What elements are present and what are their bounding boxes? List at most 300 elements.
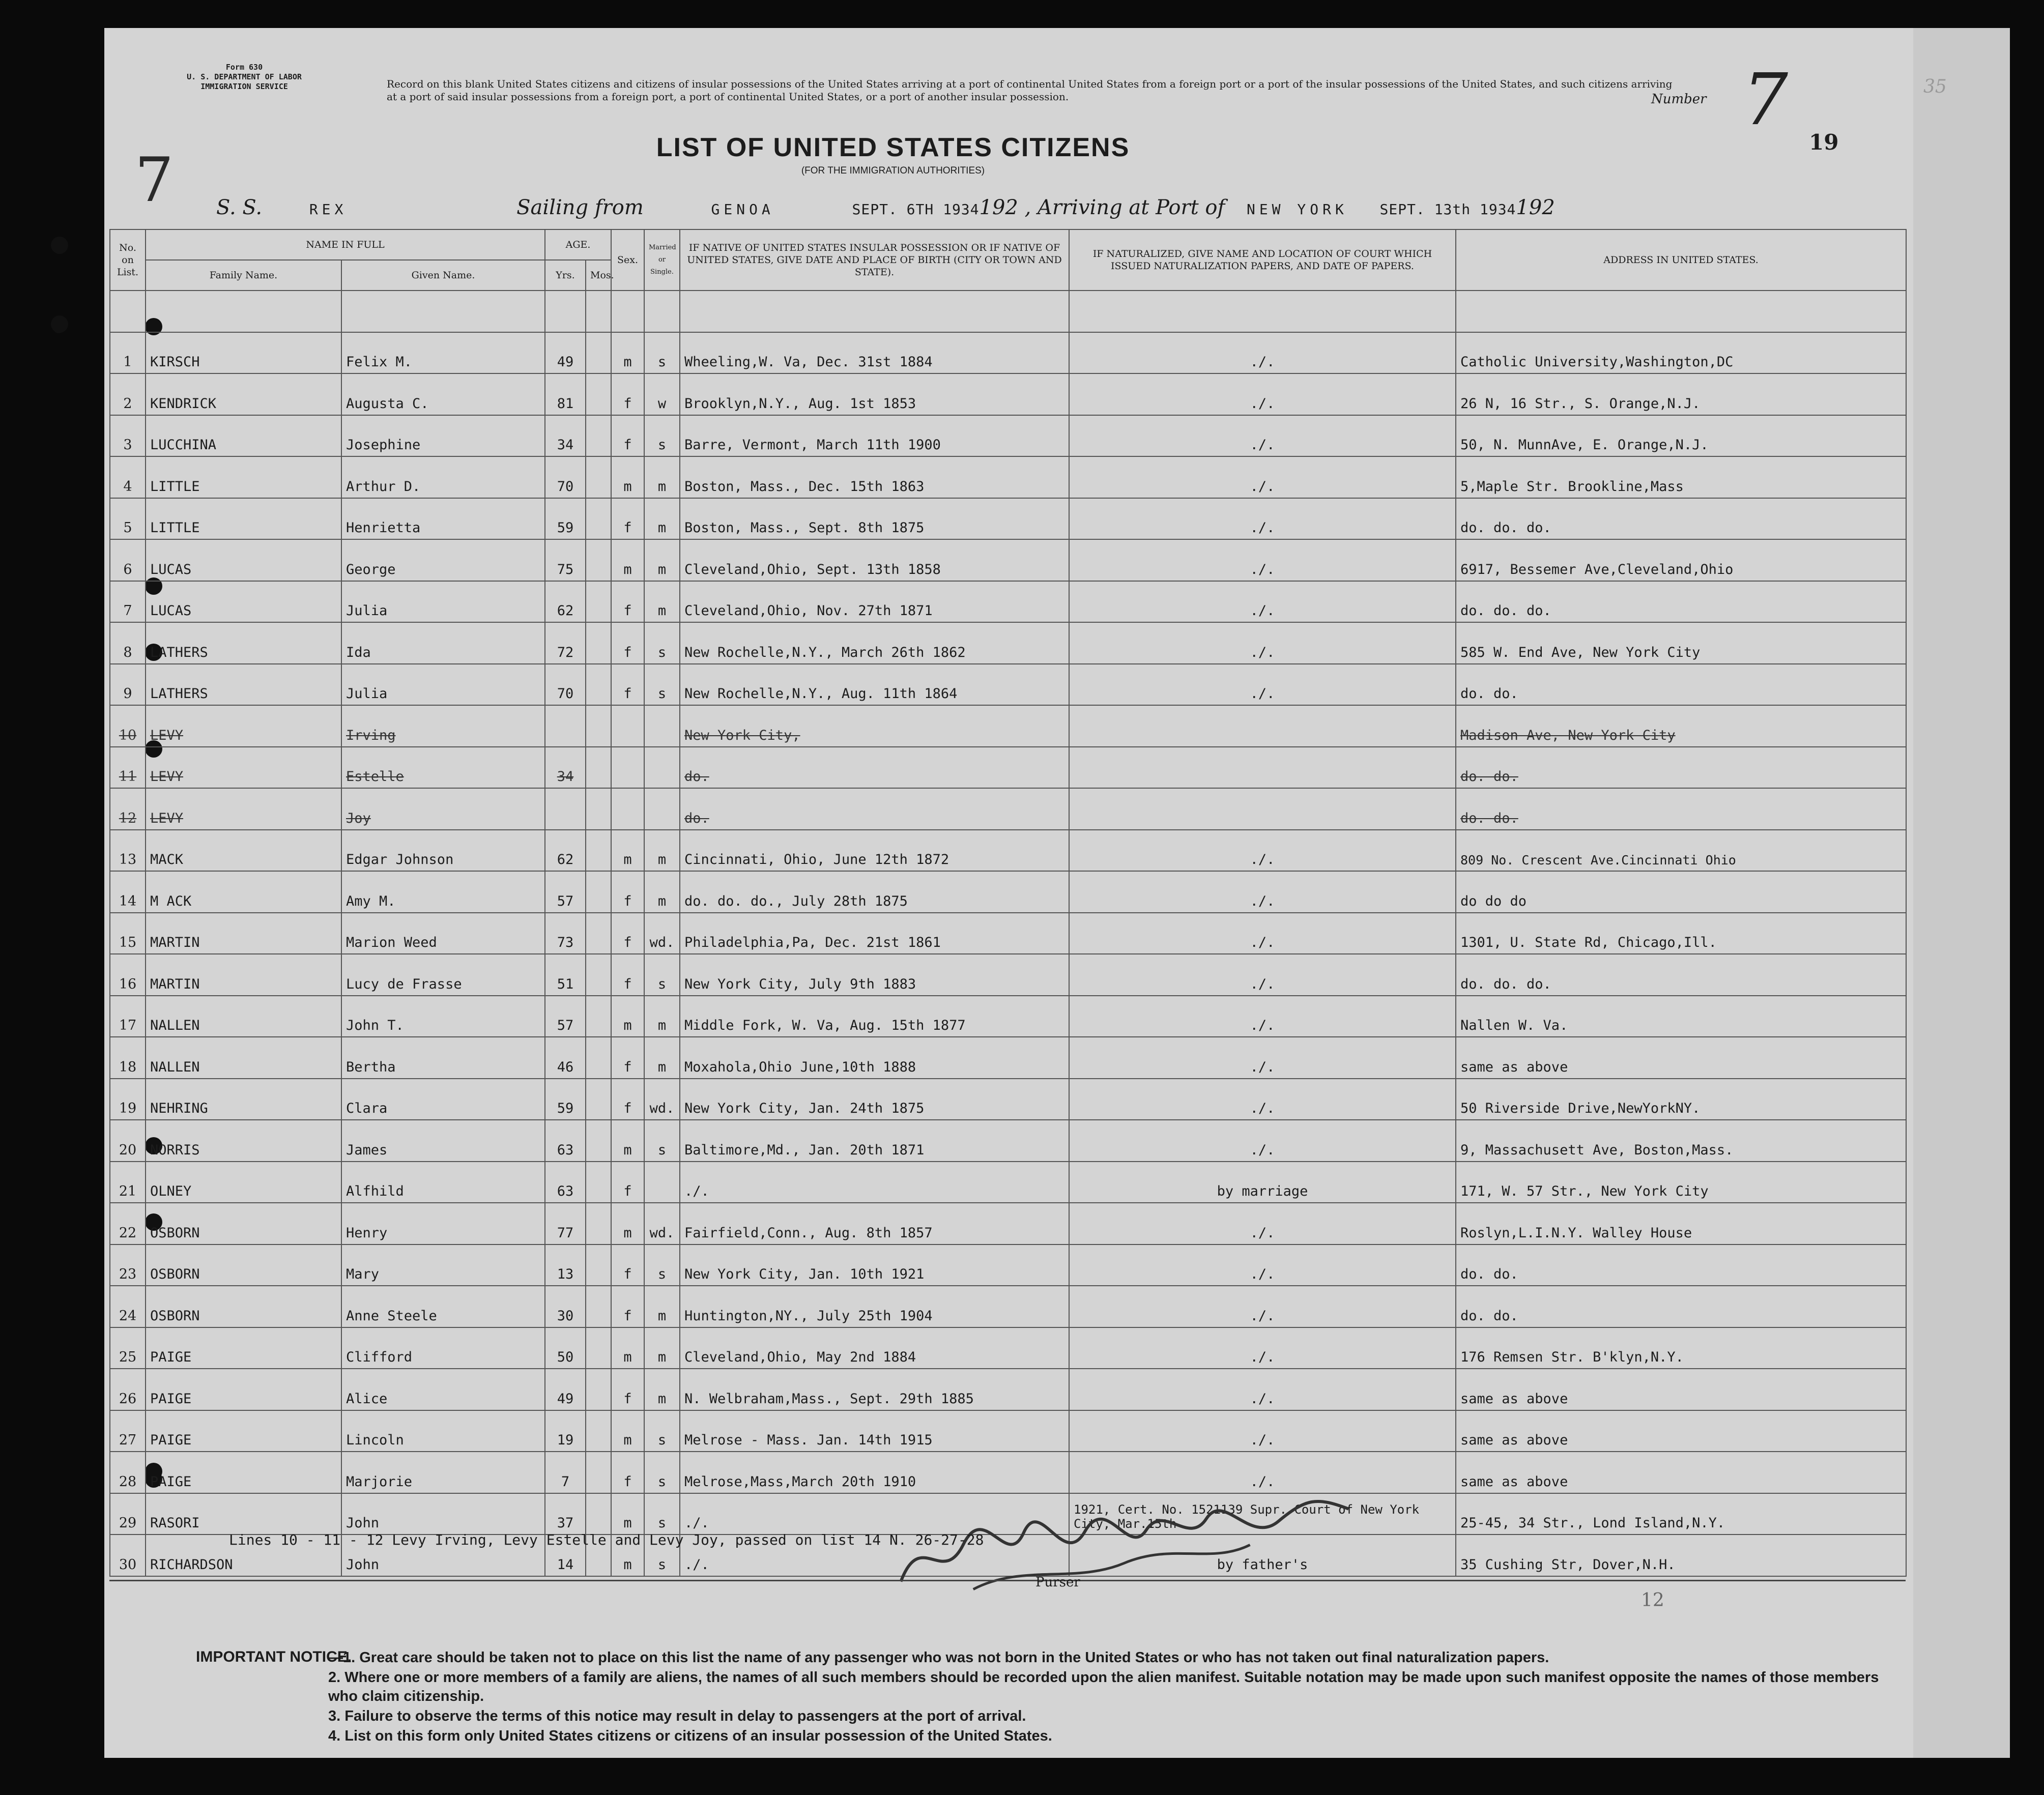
naturalization: ./. xyxy=(1069,954,1456,996)
marital-status xyxy=(644,705,680,747)
number-label: Number xyxy=(1651,92,1707,107)
stamp-number: 12 xyxy=(1641,1590,1664,1611)
birth-place-date: Baltimore,Md., Jan. 20th 1871 xyxy=(680,1120,1069,1162)
age-months xyxy=(586,1452,611,1493)
sex: m xyxy=(611,1203,644,1244)
us-address: do. do. do. xyxy=(1456,954,1906,996)
birth-place-date: ./. xyxy=(680,1493,1069,1535)
age-years: 77 xyxy=(545,1203,586,1244)
age-years: 14 xyxy=(545,1535,586,1576)
table-row xyxy=(110,705,1906,747)
marital-status: s xyxy=(644,1535,680,1576)
birth-place-date: Cleveland,Ohio, May 2nd 1884 xyxy=(680,1327,1069,1369)
naturalization: ./. xyxy=(1069,332,1456,374)
family-name: KIRSCH xyxy=(146,332,341,374)
age-years: 51 xyxy=(545,954,586,996)
given-name: James xyxy=(341,1120,545,1162)
given-name: John xyxy=(341,1535,545,1576)
arrival-port: NEW YORK xyxy=(1246,201,1348,218)
row-number: 26 xyxy=(110,1369,146,1410)
us-address: 5,Maple Str. Brookline,Mass xyxy=(1456,456,1906,498)
header-yrs: Yrs. xyxy=(545,260,586,291)
ss-label: S. S. xyxy=(216,196,263,219)
given-name: George xyxy=(341,539,545,581)
age-years: 49 xyxy=(545,332,586,374)
age-months xyxy=(586,1286,611,1327)
table-row xyxy=(110,954,1906,996)
birth-place-date: New York City, xyxy=(680,705,1069,747)
table-row xyxy=(110,747,1906,789)
birth-place-date: New Rochelle,N.Y., March 26th 1862 xyxy=(680,622,1069,664)
birth-place-date: do. xyxy=(680,788,1069,830)
binder-hole xyxy=(53,323,64,333)
family-name: LEVY xyxy=(146,705,341,747)
marital-status: m xyxy=(644,871,680,913)
binder-hole xyxy=(51,237,68,254)
header-given-name: Given Name. xyxy=(341,260,545,291)
family-name: NALLEN xyxy=(146,996,341,1037)
sex: f xyxy=(611,622,644,664)
table-row xyxy=(110,332,1906,374)
sex: f xyxy=(611,1244,644,1286)
sex: f xyxy=(611,871,644,913)
marital-status: m xyxy=(644,1369,680,1410)
marital-status: wd. xyxy=(644,1079,680,1120)
naturalization: ./. xyxy=(1069,622,1456,664)
sex: m xyxy=(611,1120,644,1162)
naturalization: by marriage xyxy=(1069,1162,1456,1203)
given-name: Marjorie xyxy=(341,1452,545,1493)
header-naturalized: IF NATURALIZED, GIVE NAME AND LOCATION OF COURT WHICH ISSUED NATURALIZATION PAPERS, AND DATE OF PAPERS. xyxy=(1069,229,1456,291)
given-name: John T. xyxy=(341,996,545,1037)
header-birth: IF NATIVE OF UNITED STATES INSULAR POSSESSION OR IF NATIVE OF UNITED STATES, GIVE DATE AND PLACE OF BIRTH (CITY OR TOWN AND STATE). xyxy=(680,229,1069,291)
family-name: NALLEN xyxy=(146,1037,341,1079)
purser-label: Purser xyxy=(1035,1575,1080,1590)
given-name: Amy M. xyxy=(341,871,545,913)
age-years: 73 xyxy=(545,913,586,954)
us-address: do. do. do. xyxy=(1456,498,1906,540)
table-row xyxy=(110,1286,1906,1327)
row-number: 24 xyxy=(110,1286,146,1327)
row-number: 19 xyxy=(110,1079,146,1120)
marital-status: s xyxy=(644,1410,680,1452)
sex: m xyxy=(611,456,644,498)
us-address: do. do. xyxy=(1456,788,1906,830)
marital-status: m xyxy=(644,498,680,540)
birth-place-date: Cleveland,Ohio, Nov. 27th 1871 xyxy=(680,581,1069,623)
row-number: 1 xyxy=(110,332,146,374)
row-number: 2 xyxy=(110,373,146,415)
notice-item: 2. Where one or more members of a family are aliens, the names of all such members should be recorded upon the alien manifest. Suitable notation may be made upon such manifest opposite the names of those members who claim citizenship. xyxy=(328,1669,1879,1704)
row-number: 27 xyxy=(110,1410,146,1452)
age-months xyxy=(586,1203,611,1244)
table-row xyxy=(110,830,1906,872)
marital-status: m xyxy=(644,539,680,581)
row-number: 9 xyxy=(110,664,146,706)
birth-place-date: Melrose - Mass. Jan. 14th 1915 xyxy=(680,1410,1069,1452)
sex: m xyxy=(611,996,644,1037)
age-years: 7 xyxy=(545,1452,586,1493)
age-months xyxy=(586,622,611,664)
age-months xyxy=(586,954,611,996)
given-name: Julia xyxy=(341,664,545,706)
birth-place-date: Wheeling,W. Va, Dec. 31st 1884 xyxy=(680,332,1069,374)
departure-port: GENOA xyxy=(711,201,774,218)
naturalization: ./. xyxy=(1069,1037,1456,1079)
birth-place-date: New Rochelle,N.Y., Aug. 11th 1864 xyxy=(680,664,1069,706)
page-edge xyxy=(1913,28,2010,1758)
age-years: 46 xyxy=(545,1037,586,1079)
age-years: 62 xyxy=(545,830,586,872)
given-name: Anne Steele xyxy=(341,1286,545,1327)
table-row xyxy=(110,1120,1906,1162)
header-family-name: Family Name. xyxy=(146,260,341,291)
page-number: 19 xyxy=(1809,130,1839,155)
sex: f xyxy=(611,1162,644,1203)
given-name: Clara xyxy=(341,1079,545,1120)
age-years: 57 xyxy=(545,996,586,1037)
given-name: Mary xyxy=(341,1244,545,1286)
sex: m xyxy=(611,1535,644,1576)
given-name: Lincoln xyxy=(341,1410,545,1452)
family-name: RICHARDSON xyxy=(146,1535,341,1576)
row-number: 21 xyxy=(110,1162,146,1203)
marital-status xyxy=(644,1162,680,1203)
us-address: do. do. xyxy=(1456,664,1906,706)
notice-item: 4. List on this form only United States citizens or citizens of an insular possession of the United States. xyxy=(328,1728,1052,1744)
us-address: Nallen W. Va. xyxy=(1456,996,1906,1037)
family-name: LITTLE xyxy=(146,498,341,540)
age-months xyxy=(586,1244,611,1286)
given-name: Estelle xyxy=(341,747,545,789)
given-name: Bertha xyxy=(341,1037,545,1079)
age-years: 57 xyxy=(545,871,586,913)
given-name: Henry xyxy=(341,1203,545,1244)
us-address: do. do. xyxy=(1456,747,1906,789)
table-row xyxy=(110,1452,1906,1493)
age-months xyxy=(586,871,611,913)
table-row xyxy=(110,373,1906,415)
arrival-date: SEPT. 13th 1934 xyxy=(1379,201,1516,218)
arriving-label: , Arriving at Port of xyxy=(1024,196,1225,219)
marital-status: m xyxy=(644,996,680,1037)
birth-place-date: Middle Fork, W. Va, Aug. 15th 1877 xyxy=(680,996,1069,1037)
table-row xyxy=(110,788,1906,830)
birth-place-date: Brooklyn,N.Y., Aug. 1st 1853 xyxy=(680,373,1069,415)
row-number: 8 xyxy=(110,622,146,664)
row-number: 17 xyxy=(110,996,146,1037)
us-address: same as above xyxy=(1456,1410,1906,1452)
age-months xyxy=(586,705,611,747)
us-address: same as above xyxy=(1456,1037,1906,1079)
age-months xyxy=(586,1410,611,1452)
age-years: 34 xyxy=(545,747,586,789)
divider xyxy=(109,1580,1906,1581)
given-name: Henrietta xyxy=(341,498,545,540)
table-row xyxy=(110,1162,1906,1203)
given-name: Marion Weed xyxy=(341,913,545,954)
marital-status: s xyxy=(644,332,680,374)
birth-place-date: do. do. do., July 28th 1875 xyxy=(680,871,1069,913)
sex: m xyxy=(611,539,644,581)
us-address: 50 Riverside Drive,NewYorkNY. xyxy=(1456,1079,1906,1120)
age-months xyxy=(586,1493,611,1535)
form-number: Form 630 xyxy=(225,63,263,72)
sex: f xyxy=(611,1037,644,1079)
age-years: 72 xyxy=(545,622,586,664)
header-address: ADDRESS IN UNITED STATES. xyxy=(1456,229,1906,291)
row-number: 11 xyxy=(110,747,146,789)
age-years: 37 xyxy=(545,1493,586,1535)
family-name: OLNEY xyxy=(146,1162,341,1203)
row-number: 23 xyxy=(110,1244,146,1286)
us-address: Roslyn,L.I.N.Y. Walley House xyxy=(1456,1203,1906,1244)
us-address: 171, W. 57 Str., New York City xyxy=(1456,1162,1906,1203)
birth-place-date: ./. xyxy=(680,1535,1069,1576)
age-months xyxy=(586,373,611,415)
us-address: 809 No. Crescent Ave.Cincinnati Ohio xyxy=(1456,830,1906,872)
header-no-on-list: No. on List. xyxy=(110,229,146,291)
family-name: PAIGE xyxy=(146,1327,341,1369)
row-number: 28 xyxy=(110,1452,146,1493)
birth-place-date: Cincinnati, Ohio, June 12th 1872 xyxy=(680,830,1069,872)
form-header xyxy=(153,63,336,92)
row-number: 3 xyxy=(110,415,146,457)
age-months xyxy=(586,664,611,706)
naturalization xyxy=(1069,705,1456,747)
given-name: Arthur D. xyxy=(341,456,545,498)
birth-place-date: Barre, Vermont, March 11th 1900 xyxy=(680,415,1069,457)
header-mos: Mos. xyxy=(586,260,611,291)
family-name: LUCAS xyxy=(146,581,341,623)
naturalization: ./. xyxy=(1069,1369,1456,1410)
birth-place-date: do. xyxy=(680,747,1069,789)
age-months xyxy=(586,1120,611,1162)
birth-place-date: Boston, Mass., Dec. 15th 1863 xyxy=(680,456,1069,498)
birth-place-date: N. Welbraham,Mass., Sept. 29th 1885 xyxy=(680,1369,1069,1410)
important-notices xyxy=(328,1648,1890,1747)
birth-place-date: Fairfield,Conn., Aug. 8th 1857 xyxy=(680,1203,1069,1244)
age-years: 63 xyxy=(545,1120,586,1162)
naturalization: by father's xyxy=(1069,1535,1456,1576)
manifest-page xyxy=(104,28,1913,1758)
given-name: Alice xyxy=(341,1369,545,1410)
age-years: 75 xyxy=(545,539,586,581)
marital-status: s xyxy=(644,415,680,457)
form-service: IMMIGRATION SERVICE xyxy=(200,82,288,91)
us-address: 26 N, 16 Str., S. Orange,N.J. xyxy=(1456,373,1906,415)
voyage-line xyxy=(216,196,1555,219)
birth-place-date: New York City, Jan. 24th 1875 xyxy=(680,1079,1069,1120)
naturalization: ./. xyxy=(1069,1120,1456,1162)
row-number: 5 xyxy=(110,498,146,540)
table-row xyxy=(110,1203,1906,1244)
notice-item: —1. Great care should be taken not to place on this list the name of any passenger who was not born in the United States or who has not taken out final naturalization papers. xyxy=(328,1649,1549,1666)
given-name: Alfhild xyxy=(341,1162,545,1203)
naturalization: ./. xyxy=(1069,1327,1456,1369)
marital-status: m xyxy=(644,456,680,498)
list-number-handwritten: 7 xyxy=(135,145,174,216)
row-number: 30 xyxy=(110,1535,146,1576)
row-number: 10 xyxy=(110,705,146,747)
family-name: PAIGE xyxy=(146,1369,341,1410)
family-name: OSBORN xyxy=(146,1203,341,1244)
age-months xyxy=(586,415,611,457)
header-sex: Sex. xyxy=(611,229,644,291)
year-suffix: 192 xyxy=(979,196,1018,219)
birth-place-date: Melrose,Mass,March 20th 1910 xyxy=(680,1452,1069,1493)
table-row xyxy=(110,498,1906,540)
passenger-table xyxy=(109,229,1907,1577)
family-name: MARTIN xyxy=(146,954,341,996)
age-years: 34 xyxy=(545,415,586,457)
lines-note: Lines 10 - 11 - 12 Levy Irving, Levy Estelle and Levy Joy, passed on list 14 N. 26-27-28 xyxy=(229,1531,984,1548)
sex: m xyxy=(611,830,644,872)
sex: m xyxy=(611,1327,644,1369)
given-name: Joy xyxy=(341,788,545,830)
age-years: 13 xyxy=(545,1244,586,1286)
row-number: 4 xyxy=(110,456,146,498)
naturalization: ./. xyxy=(1069,1452,1456,1493)
family-name: RASORI xyxy=(146,1493,341,1535)
marital-status: m xyxy=(644,1037,680,1079)
birth-place-date: New York City, Jan. 10th 1921 xyxy=(680,1244,1069,1286)
birth-place-date: Moxahola,Ohio June,10th 1888 xyxy=(680,1037,1069,1079)
sex: f xyxy=(611,1452,644,1493)
sex: f xyxy=(611,373,644,415)
age-years: 30 xyxy=(545,1286,586,1327)
age-months xyxy=(586,913,611,954)
sex: f xyxy=(611,1286,644,1327)
age-years: 70 xyxy=(545,664,586,706)
age-years: 19 xyxy=(545,1410,586,1452)
sex: f xyxy=(611,581,644,623)
birth-place-date: Cleveland,Ohio, Sept. 13th 1858 xyxy=(680,539,1069,581)
us-address: Madison Ave, New York City xyxy=(1456,705,1906,747)
family-name: MARTIN xyxy=(146,913,341,954)
row-number: 22 xyxy=(110,1203,146,1244)
us-address: 176 Remsen Str. B'klyn,N.Y. xyxy=(1456,1327,1906,1369)
age-years xyxy=(545,705,586,747)
marital-status: wd. xyxy=(644,1203,680,1244)
family-name: LATHERS xyxy=(146,664,341,706)
notice-item: 3. Failure to observe the terms of this notice may result in delay to passengers at the port of arrival. xyxy=(328,1708,1026,1724)
us-address: 9, Massachusett Ave, Boston,Mass. xyxy=(1456,1120,1906,1162)
row-number: 7 xyxy=(110,581,146,623)
naturalization: ./. xyxy=(1069,830,1456,872)
sex: m xyxy=(611,1493,644,1535)
age-months xyxy=(586,332,611,374)
age-months xyxy=(586,788,611,830)
marital-status: m xyxy=(644,581,680,623)
header-name-in-full: NAME IN FULL xyxy=(146,229,545,260)
marital-status xyxy=(644,788,680,830)
family-name: KENDRICK xyxy=(146,373,341,415)
sex xyxy=(611,788,644,830)
sex: f xyxy=(611,498,644,540)
sex: f xyxy=(611,1369,644,1410)
family-name: LUCAS xyxy=(146,539,341,581)
sailing-label: Sailing from xyxy=(516,196,644,219)
age-months xyxy=(586,581,611,623)
naturalization: ./. xyxy=(1069,415,1456,457)
family-name: LEVY xyxy=(146,747,341,789)
naturalization xyxy=(1069,788,1456,830)
naturalization: ./. xyxy=(1069,581,1456,623)
birth-place-date: Boston, Mass., Sept. 8th 1875 xyxy=(680,498,1069,540)
marital-status: m xyxy=(644,1286,680,1327)
marital-status: s xyxy=(644,622,680,664)
given-name: Felix M. xyxy=(341,332,545,374)
given-name: Augusta C. xyxy=(341,373,545,415)
table-row xyxy=(110,1037,1906,1079)
us-address: do do do xyxy=(1456,871,1906,913)
age-months xyxy=(586,830,611,872)
family-name: LUCCHINA xyxy=(146,415,341,457)
family-name: PAIGE xyxy=(146,1410,341,1452)
sex xyxy=(611,705,644,747)
sex: f xyxy=(611,664,644,706)
age-months xyxy=(586,1037,611,1079)
age-months xyxy=(586,996,611,1037)
age-months xyxy=(586,539,611,581)
family-name: LEVY xyxy=(146,788,341,830)
naturalization: ./. xyxy=(1069,373,1456,415)
us-address: do. do. xyxy=(1456,1286,1906,1327)
age-years: 59 xyxy=(545,498,586,540)
year-suffix-2: 192 xyxy=(1516,196,1555,219)
naturalization: ./. xyxy=(1069,871,1456,913)
birth-place-date: Huntington,NY., July 25th 1904 xyxy=(680,1286,1069,1327)
us-address: 1301, U. State Rd, Chicago,Ill. xyxy=(1456,913,1906,954)
us-address: do. do. do. xyxy=(1456,581,1906,623)
marital-status: s xyxy=(644,954,680,996)
family-name: LITTLE xyxy=(146,456,341,498)
form-department: U. S. DEPARTMENT OF LABOR xyxy=(187,72,302,81)
naturalization: ./. xyxy=(1069,913,1456,954)
sex: f xyxy=(611,415,644,457)
naturalization: ./. xyxy=(1069,456,1456,498)
naturalization: ./. xyxy=(1069,1079,1456,1120)
marital-status: s xyxy=(644,1120,680,1162)
marital-status: s xyxy=(644,664,680,706)
table-row xyxy=(110,456,1906,498)
given-name: Josephine xyxy=(341,415,545,457)
given-name: John xyxy=(341,1493,545,1535)
table-row xyxy=(110,622,1906,664)
us-address: 35 Cushing Str, Dover,N.H. xyxy=(1456,1535,1906,1576)
table-row xyxy=(110,581,1906,623)
marital-status xyxy=(644,747,680,789)
family-name: LATHERS xyxy=(146,622,341,664)
marital-status: m xyxy=(644,830,680,872)
table-row xyxy=(110,539,1906,581)
row-number: 12 xyxy=(110,788,146,830)
given-name: Edgar Johnson xyxy=(341,830,545,872)
ship-name: REX xyxy=(309,201,348,218)
age-years: 81 xyxy=(545,373,586,415)
birth-place-date: New York City, July 9th 1883 xyxy=(680,954,1069,996)
row-number: 6 xyxy=(110,539,146,581)
header-married-single: Married or Single. xyxy=(644,229,680,291)
sex: f xyxy=(611,954,644,996)
row-number: 14 xyxy=(110,871,146,913)
naturalization: ./. xyxy=(1069,498,1456,540)
age-months xyxy=(586,1369,611,1410)
table-row xyxy=(110,871,1906,913)
age-years: 59 xyxy=(545,1079,586,1120)
us-address: Catholic University,Washington,DC xyxy=(1456,332,1906,374)
